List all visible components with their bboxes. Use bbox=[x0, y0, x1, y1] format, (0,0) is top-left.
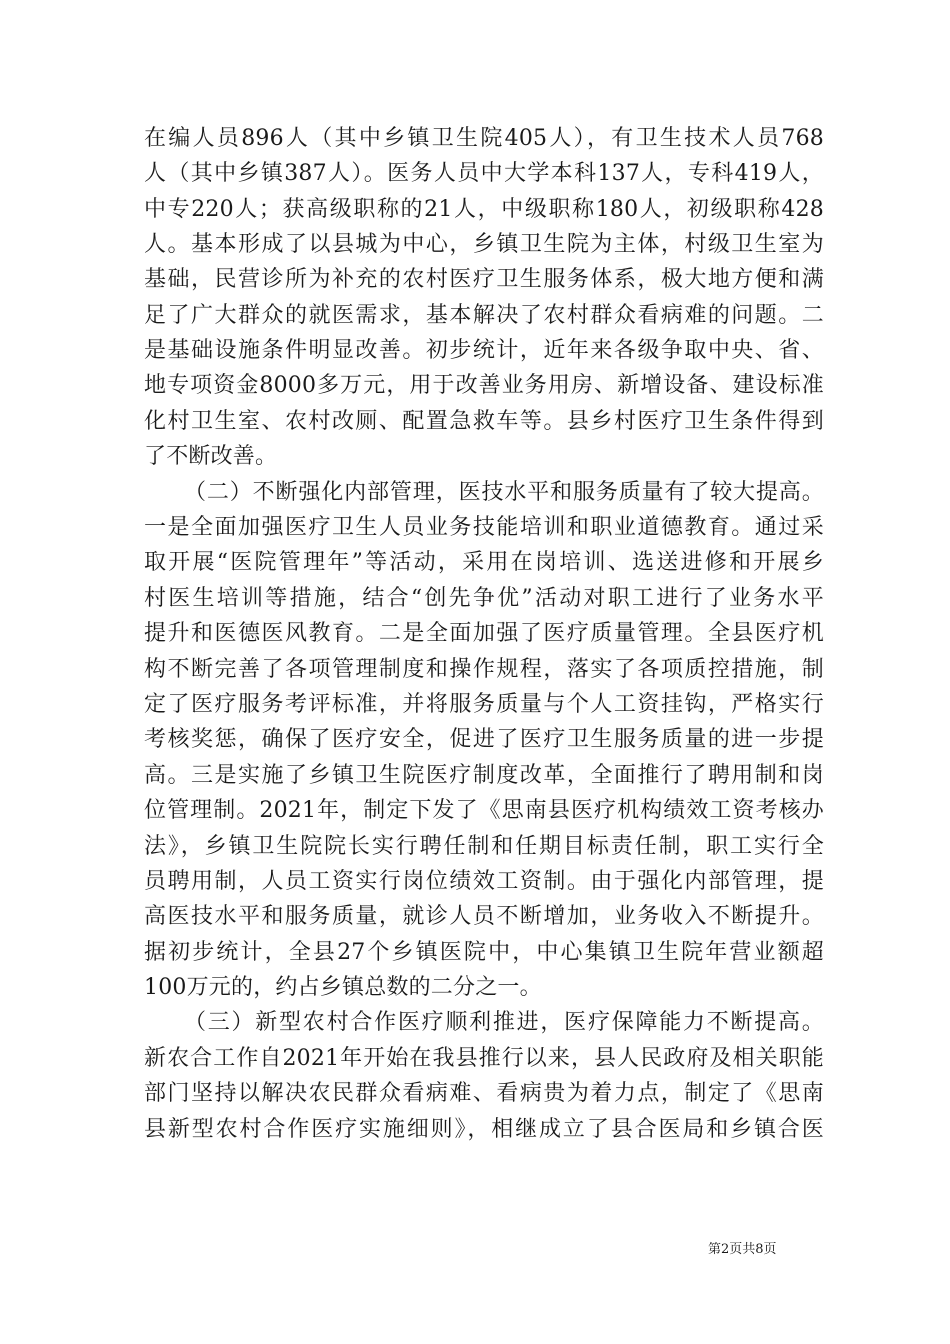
text-line: 构不断完善了各项管理制度和操作规程，落实了各项质控措施，制 bbox=[144, 657, 824, 682]
text-line: 人（其中乡镇387人）。医务人员中大学本科137人，专科419人， bbox=[144, 161, 824, 186]
text-line: 高医技水平和服务质量，就诊人员不断增加，业务收入不断提升。 bbox=[144, 904, 824, 929]
text-line: 部门坚持以解决农民群众看病难、看病贵为着力点，制定了《思南 bbox=[144, 1081, 824, 1106]
section-heading-2: （二）不断强化内部管理，医技水平和服务质量有了较大提高。 bbox=[184, 480, 824, 505]
text-line: 地专项资金8000多万元，用于改善业务用房、新增设备、建设标准 bbox=[144, 373, 824, 398]
text-line: 基础，民营诊所为补充的农村医疗卫生服务体系，极大地方便和满 bbox=[144, 267, 824, 292]
text-line: 在编人员896人（其中乡镇卫生院405人），有卫生技术人员768 bbox=[144, 126, 824, 151]
text-line: 是基础设施条件明显改善。初步统计，近年来各级争取中央、省、 bbox=[144, 338, 824, 363]
text-line: 法》，乡镇卫生院院长实行聘任制和任期目标责任制，职工实行全 bbox=[144, 834, 824, 859]
text-line: 提升和医德医风教育。二是全面加强了医疗质量管理。全县医疗机 bbox=[144, 621, 824, 646]
section-heading-3: （三）新型农村合作医疗顺利推进，医疗保障能力不断提高。 bbox=[184, 1010, 824, 1035]
text-line: 足了广大群众的就医需求，基本解决了农村群众看病难的问题。二 bbox=[144, 303, 824, 328]
text-line: 村医生培训等措施，结合“创先争优”活动对职工进行了业务水平 bbox=[144, 586, 824, 611]
text-line: 员聘用制，人员工资实行岗位绩效工资制。由于强化内部管理，提 bbox=[144, 869, 824, 894]
text-line: 100万元的，约占乡镇总数的二分之一。 bbox=[144, 975, 542, 1000]
page-number: 第2页共8页 bbox=[708, 1242, 777, 1257]
text-line: 取开展“医院管理年”等活动，采用在岗培训、选送进修和开展乡 bbox=[144, 550, 824, 575]
text-line: 高。三是实施了乡镇卫生院医疗制度改革，全面推行了聘用制和岗 bbox=[144, 763, 824, 788]
text-line: 据初步统计，全县27个乡镇医院中，中心集镇卫生院年营业额超 bbox=[144, 940, 824, 965]
text-line: 新农合工作自2021年开始在我县推行以来，县人民政府及相关职能 bbox=[144, 1046, 824, 1071]
text-line: 考核奖惩，确保了医疗安全，促进了医疗卫生服务质量的进一步提 bbox=[144, 727, 824, 752]
text-line: 位管理制。2021年，制定下发了《思南县医疗机构绩效工资考核办 bbox=[144, 798, 824, 823]
text-line: 一是全面加强医疗卫生人员业务技能培训和职业道德教育。通过采 bbox=[144, 515, 824, 540]
text-line: 中专220人；获高级职称的21人，中级职称180人，初级职称428 bbox=[144, 197, 824, 222]
text-line: 人。基本形成了以县城为中心，乡镇卫生院为主体，村级卫生室为 bbox=[144, 232, 824, 257]
text-line: 化村卫生室、农村改厕、配置急救车等。县乡村医疗卫生条件得到 bbox=[144, 409, 824, 434]
text-line: 县新型农村合作医疗实施细则》，相继成立了县合医局和乡镇合医 bbox=[144, 1117, 824, 1142]
text-line: 定了医疗服务考评标准，并将服务质量与个人工资挂钩，严格实行 bbox=[144, 692, 824, 717]
text-line: 了不断改善。 bbox=[144, 444, 278, 469]
